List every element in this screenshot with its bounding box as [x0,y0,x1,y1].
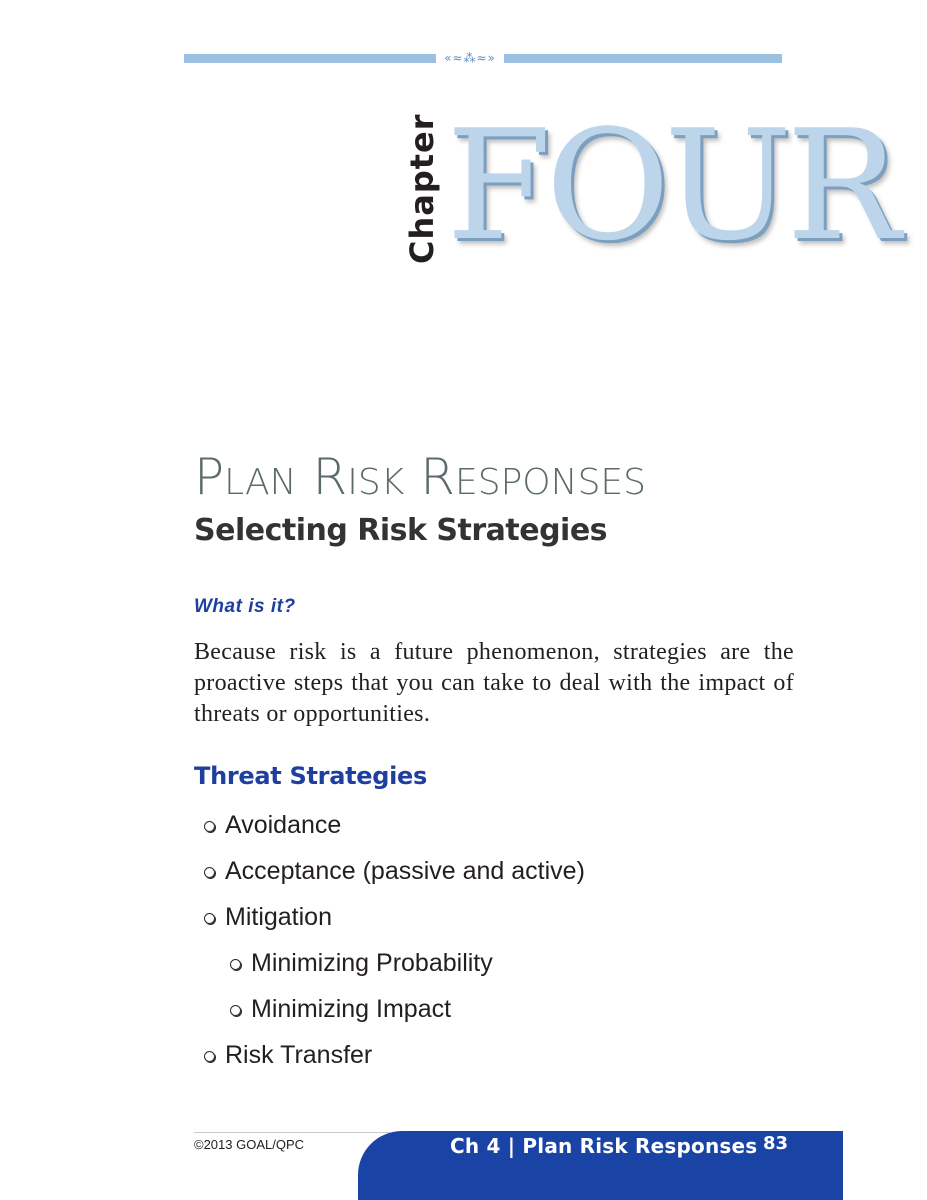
what-is-it-body: Because risk is a future phenomenon, strategies are the proactive steps that you can take to deal with the impact of threats or opportunities. [194,639,794,727]
list-item-label: Mitigation [225,903,332,931]
page-title [194,448,646,506]
copyright-notice: ©2013 GOAL/QPC [194,1137,305,1152]
page-number: 83 [763,1133,789,1154]
list-item [204,1041,372,1070]
ornament-icon: «≈⁂≈» [436,49,504,67]
list-item [204,811,341,840]
chapter-label: Chapter [403,113,441,265]
bullet-icon [204,821,215,832]
bullet-icon [230,1005,241,1016]
footer-rule [194,1132,390,1133]
page-subtitle: Selecting Risk Strategies [194,513,608,548]
chapter-number: FOUR [446,97,895,274]
list-item-label: Risk Transfer [225,1041,373,1069]
list-item-label: Avoidance [225,811,342,839]
bullet-icon [230,959,241,970]
what-is-it-heading: What is it? [194,596,296,617]
threat-strategies-heading: Threat Strategies [194,762,428,790]
list-item [230,995,451,1024]
list-item [204,857,585,886]
list-item [204,903,332,932]
bullet-icon [204,913,215,924]
bullet-icon [204,867,215,878]
list-item-label: Minimizing Probability [251,949,493,977]
title-word: RESPONSES [420,448,647,506]
title-word: PLAN [194,448,297,506]
list-item [230,949,493,978]
bullet-icon [204,1051,215,1062]
title-word: RISK [312,448,405,506]
footer-chapter-label: Ch 4 | Plan Risk Responses [450,1134,758,1158]
list-item-label: Acceptance (passive and active) [225,857,585,885]
list-item-label: Minimizing Impact [251,995,452,1023]
